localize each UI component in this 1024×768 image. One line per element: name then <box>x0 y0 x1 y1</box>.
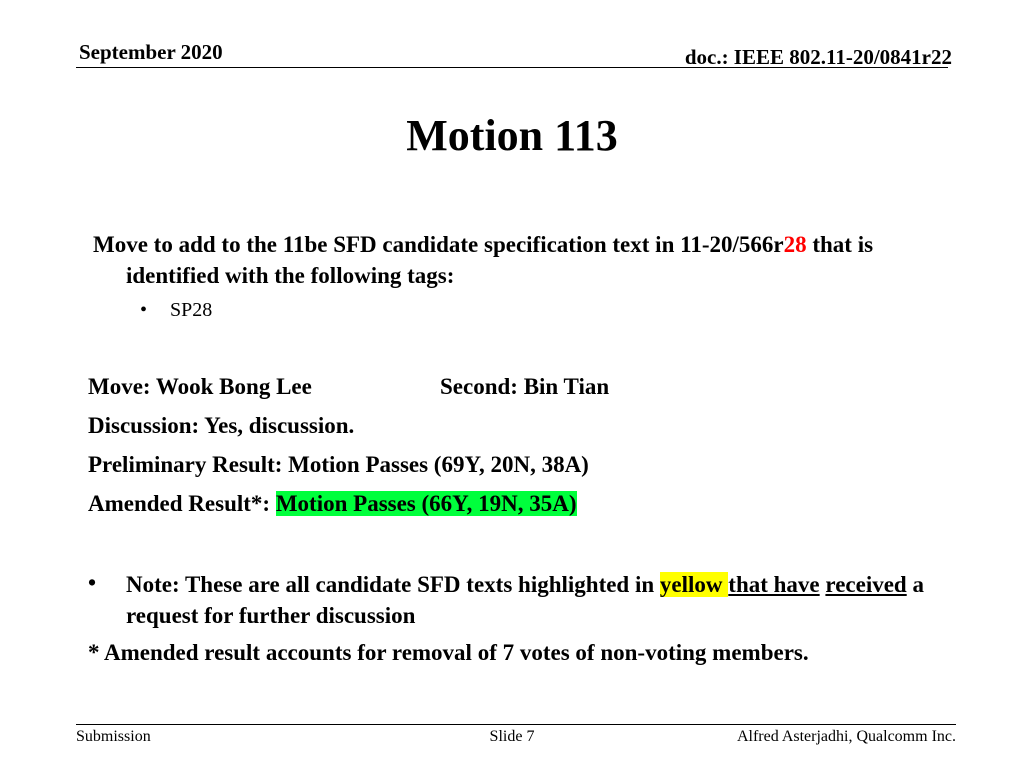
footer-author: Alfred Asterjadhi, Qualcomm Inc. <box>736 728 956 745</box>
note-part2: a request for further discussion <box>126 572 924 628</box>
motion-statement <box>93 229 946 291</box>
note-part1: Note: These are all candidate SFD texts highlighted in <box>126 572 660 597</box>
note-text <box>126 569 926 631</box>
motion-revision: 28 <box>783 232 807 257</box>
tag-item: SP28 <box>170 299 213 321</box>
footnote: * Amended result accounts for removal of 7 votes of non-voting members. <box>88 640 809 665</box>
note-underlined-received: received <box>825 572 907 597</box>
motion-text-prefix: Move to add to the 11be SFD candidate specification text in 11-20/566r <box>93 232 784 257</box>
seconder: Second: Bin Tian <box>440 374 610 399</box>
footer-divider <box>76 724 956 725</box>
header-divider <box>76 67 948 68</box>
amended-result-label: Amended Result*: <box>88 491 276 516</box>
mover: Move: Wook Bong Lee <box>88 374 312 399</box>
footer-slide-number: Slide 7 <box>489 728 535 745</box>
motion-text-suffix: that is identified with the following tags: <box>126 232 874 288</box>
note-underlined-that-have: that have <box>728 572 820 597</box>
amended-result-value: Motion Passes (66Y, 19N, 35A) <box>275 491 577 516</box>
tag-bullet: • <box>140 299 148 321</box>
note-bullet: • <box>88 570 97 595</box>
header-doc-id: doc.: IEEE 802.11-20/0841r22 <box>684 45 952 69</box>
amended-result <box>88 491 577 517</box>
header-date: September 2020 <box>79 40 223 64</box>
slide-title: Motion 113 <box>406 111 618 160</box>
discussion-line: Discussion: Yes, discussion. <box>88 413 355 438</box>
note-yellow-word: yellow <box>659 572 723 597</box>
footer-submission: Submission <box>76 728 151 745</box>
preliminary-result: Preliminary Result: Motion Passes (69Y, 20N, 38A) <box>88 452 589 477</box>
